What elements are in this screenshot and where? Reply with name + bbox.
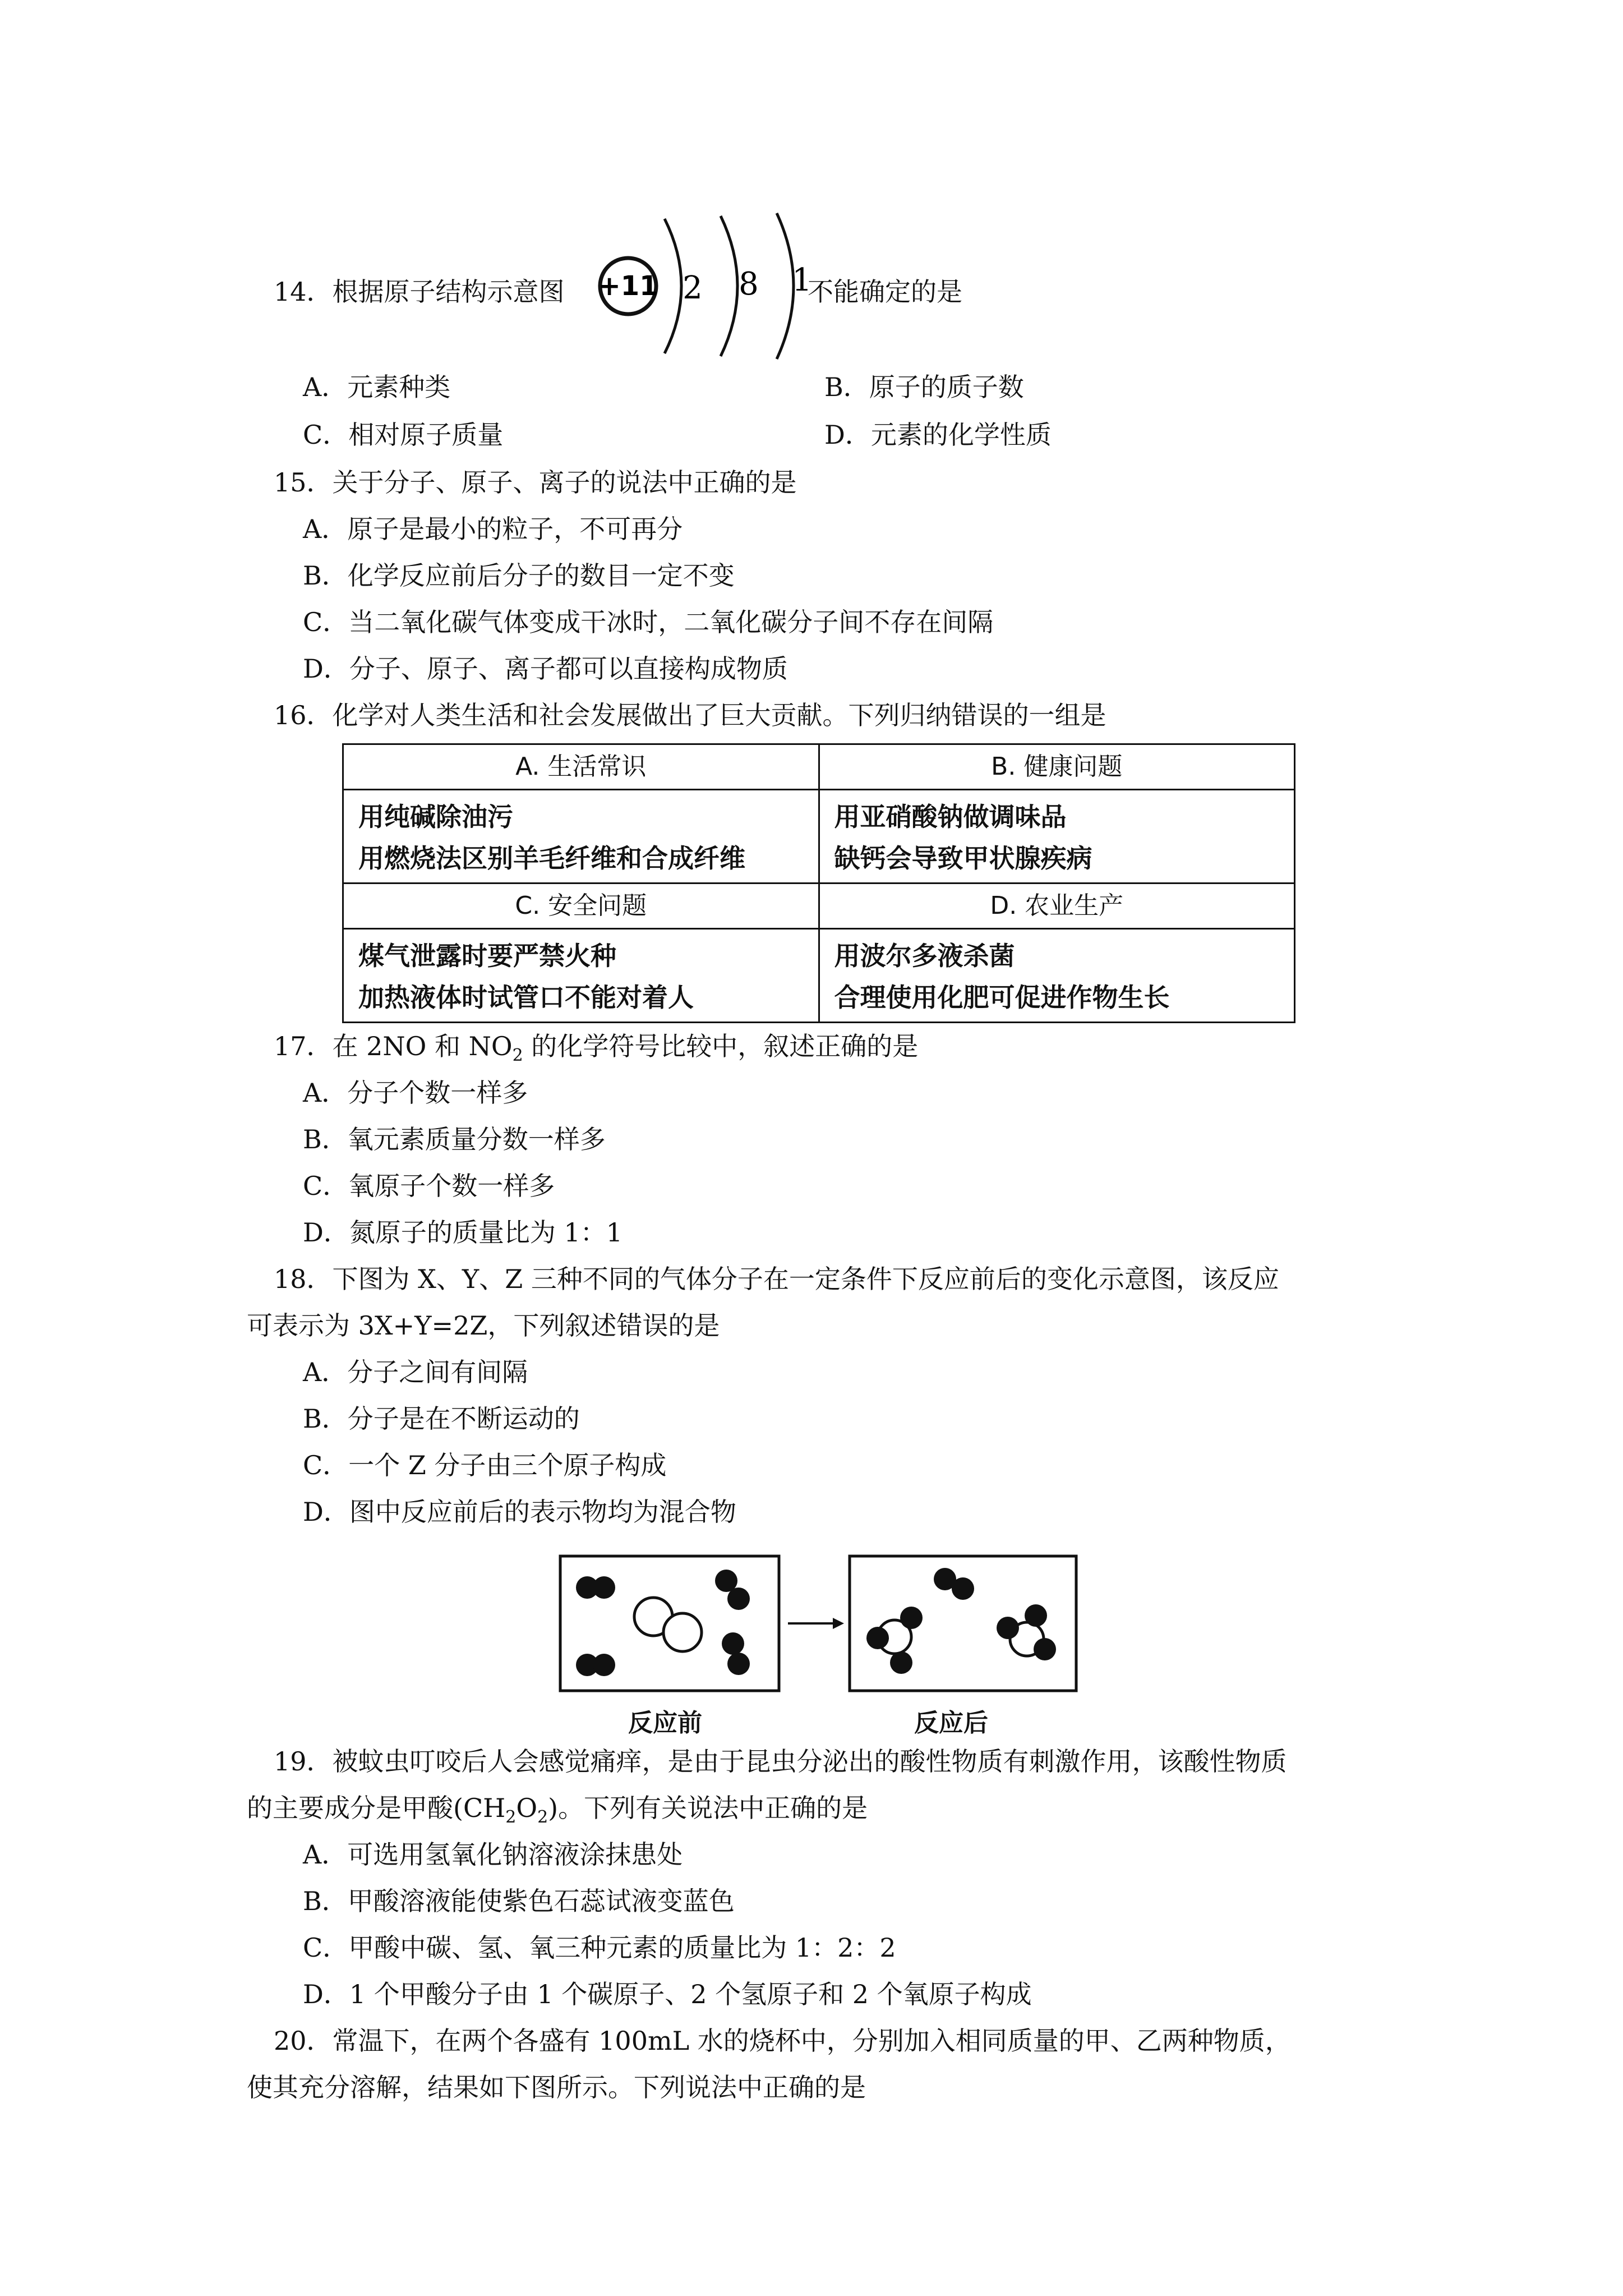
q20-stem-line-1: 20．常温下，在两个各盛有 100mL 水的烧杯中，分别加入相同质量的甲、乙两种物质， xyxy=(274,2026,1291,2056)
q16-summary-table xyxy=(342,743,1295,1023)
q18-option-d: D．图中反应前后的表示物均为混合物 xyxy=(303,1497,736,1527)
shell-1-count: 2 xyxy=(683,270,703,306)
shell-2-count: 8 xyxy=(739,266,759,302)
q19-option-d: D．1 个甲酸分子由 1 个碳原子、2 个氢原子和 2 个氧原子构成 xyxy=(303,1979,1032,2009)
q18-stem-line-2: 可表示为 3X+Y=2Z，下列叙述错误的是 xyxy=(247,1310,720,1341)
q19-option-b: B．甲酸溶液能使紫色石蕊试液变蓝色 xyxy=(303,1886,735,1916)
table-cell-d xyxy=(819,929,1295,1023)
table-cell-b xyxy=(819,790,1295,884)
cell-a-line-2: 用燃烧法区别羊毛纤维和合成纤维 xyxy=(358,843,745,873)
reaction-diagram xyxy=(558,1554,1080,1700)
shell-3-count: 1 xyxy=(792,262,812,298)
q19-option-c: C．甲酸中碳、氢、氧三种元素的质量比为 1：2：2 xyxy=(303,1932,896,1963)
q17-option-d: D．氮原子的质量比为 1：1 xyxy=(303,1217,623,1248)
q17-stem: 17．在 2NO 和 $NO_2$ 的化学符号比较中，叙述正确的是 xyxy=(274,1031,919,1066)
table-header-d: D. 农业生产 xyxy=(819,884,1295,929)
q15-option-c: C．当二氧化碳气体变成干冰时，二氧化碳分子间不存在间隔 xyxy=(303,607,994,637)
q18-stem-line-1: 18．下图为 X、Y、Z 三种不同的气体分子在一定条件下反应前后的变化示意图，该反应 xyxy=(274,1264,1279,1294)
table-header-b: B. 健康问题 xyxy=(819,744,1295,790)
atom-structure-diagram xyxy=(589,202,824,370)
q17-option-c: C．氧原子个数一样多 xyxy=(303,1171,555,1201)
cell-a-line-1: 用纯碱除油污 xyxy=(358,802,513,832)
cell-b-line-1: 用亚硝酸钠做调味品 xyxy=(834,802,1067,832)
q15-option-d: D．分子、原子、离子都可以直接构成物质 xyxy=(303,654,788,684)
q14-stem-prefix: 14．根据原子结构示意图 xyxy=(274,277,565,307)
q15-option-b: B．化学反应前后分子的数目一定不变 xyxy=(303,560,735,591)
before-label: 反应前 xyxy=(628,1709,702,1737)
q14-option-d: D．元素的化学性质 xyxy=(824,420,1052,450)
cell-d-line-2: 合理使用化肥可促进作物生长 xyxy=(834,982,1170,1013)
q14-stem-suffix: 不能确定的是 xyxy=(808,277,962,307)
q15-stem: 15．关于分子、原子、离子的说法中正确的是 xyxy=(274,467,797,498)
table-header-a: A. 生活常识 xyxy=(343,744,819,790)
nucleus-charge: +11 xyxy=(598,270,658,302)
q20-stem-line-2: 使其充分溶解，结果如下图所示。下列说法中正确的是 xyxy=(247,2072,866,2102)
q14-option-b: B．原子的质子数 xyxy=(824,372,1024,402)
q16-stem: 16．化学对人类生活和社会发展做出了巨大贡献。下列归纳错误的一组是 xyxy=(274,700,1106,730)
q14-option-a: A．元素种类 xyxy=(303,372,451,402)
table-cell-c xyxy=(343,929,819,1023)
q14-option-c: C．相对原子质量 xyxy=(303,420,504,450)
cell-c-line-2: 加热液体时试管口不能对着人 xyxy=(358,982,694,1013)
table-cell-a xyxy=(343,790,819,884)
q18-option-b: B．分子是在不断运动的 xyxy=(303,1404,580,1434)
q15-option-a: A．原子是最小的粒子，不可再分 xyxy=(303,514,683,544)
q18-option-a: A．分子之间有间隔 xyxy=(303,1357,528,1387)
cell-c-line-1: 煤气泄露时要严禁火种 xyxy=(358,941,616,971)
q17-option-a: A．分子个数一样多 xyxy=(303,1078,528,1108)
after-label: 反应后 xyxy=(914,1709,988,1737)
q17-option-b: B．氧元素质量分数一样多 xyxy=(303,1124,606,1154)
cell-d-line-1: 用波尔多液杀菌 xyxy=(834,941,1015,971)
table-header-c: C. 安全问题 xyxy=(343,884,819,929)
q19-stem-line-2: 的主要成分是甲酸$(CH_2O_2)$。下列有关说法中正确的是 xyxy=(247,1793,868,1828)
q19-option-a: A．可选用氢氧化钠溶液涂抹患处 xyxy=(303,1839,683,1870)
q18-option-c: C．一个 Z 分子由三个原子构成 xyxy=(303,1450,667,1480)
cell-b-line-2: 缺钙会导致甲状腺疾病 xyxy=(834,843,1092,873)
q19-stem-line-1: 19．被蚊虫叮咬后人会感觉痛痒，是由于昆虫分泌出的酸性物质有刺激作用，该酸性物质 xyxy=(274,1746,1287,1777)
